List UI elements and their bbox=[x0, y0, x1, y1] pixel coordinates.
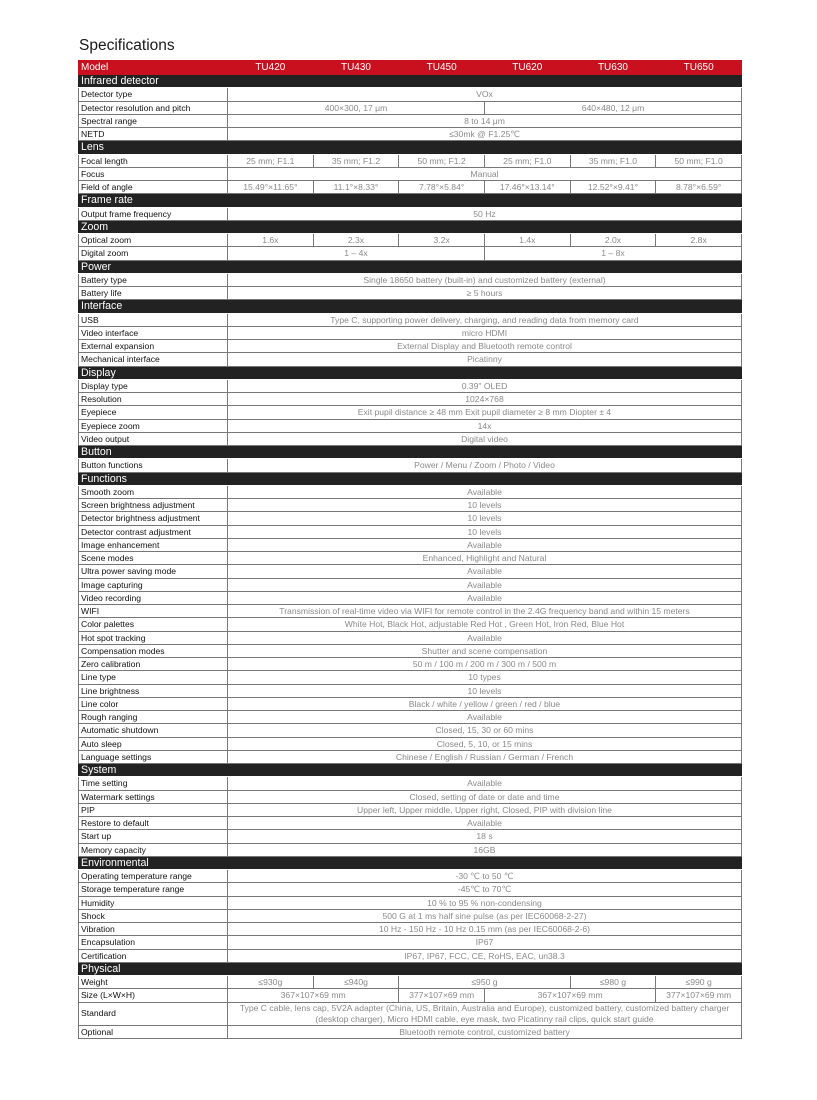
section-header-row bbox=[79, 856, 742, 869]
spec-value: Available bbox=[228, 777, 742, 790]
spec-row bbox=[79, 552, 742, 565]
spec-row bbox=[79, 644, 742, 657]
spec-label: Detector contrast adjustment bbox=[79, 525, 228, 538]
spec-label: Line color bbox=[79, 697, 228, 710]
spec-label: Screen brightness adjustment bbox=[79, 499, 228, 512]
spec-value: 2.3x bbox=[313, 234, 399, 247]
spec-row bbox=[79, 711, 742, 724]
spec-value: -45℃ to 70℃ bbox=[228, 883, 742, 896]
section-title: Environmental bbox=[79, 856, 742, 869]
spec-label: Color palettes bbox=[79, 618, 228, 631]
spec-label: Size (L×W×H) bbox=[79, 989, 228, 1002]
spec-label: Storage temperature range bbox=[79, 883, 228, 896]
model-name: TU420 bbox=[228, 61, 314, 75]
spec-value: 50 mm; F1.0 bbox=[656, 154, 742, 167]
spec-row bbox=[79, 273, 742, 286]
spec-label: Image enhancement bbox=[79, 538, 228, 551]
spec-label: Battery life bbox=[79, 287, 228, 300]
spec-value: 14x bbox=[228, 419, 742, 432]
section-header-row bbox=[79, 75, 742, 88]
spec-label: Rough ranging bbox=[79, 711, 228, 724]
spec-row bbox=[79, 843, 742, 856]
spec-value: Available bbox=[228, 578, 742, 591]
spec-value: 7.78°×5.84° bbox=[399, 181, 485, 194]
spec-row bbox=[79, 406, 742, 419]
spec-value: ≤980 g bbox=[570, 976, 656, 989]
spec-label: Weight bbox=[79, 976, 228, 989]
model-name: TU450 bbox=[399, 61, 485, 75]
spec-row bbox=[79, 207, 742, 220]
spec-label: Shock bbox=[79, 909, 228, 922]
spec-value: 10 levels bbox=[228, 525, 742, 538]
spec-row bbox=[79, 909, 742, 922]
spec-value: External Display and Bluetooth remote control bbox=[228, 340, 742, 353]
spec-value: 1 – 4x bbox=[228, 247, 485, 260]
spec-value: 3.2x bbox=[399, 234, 485, 247]
spec-row bbox=[79, 88, 742, 101]
spec-label: Optional bbox=[79, 1025, 228, 1038]
spec-row bbox=[79, 724, 742, 737]
spec-row bbox=[79, 896, 742, 909]
spec-value: 10 Hz - 150 Hz - 10 Hz 0.15 mm (as per IEC60068-2-6) bbox=[228, 923, 742, 936]
spec-label: Automatic shutdown bbox=[79, 724, 228, 737]
spec-label: Eyepiece zoom bbox=[79, 419, 228, 432]
spec-value: 11.1°×8.33° bbox=[313, 181, 399, 194]
spec-value: 377×107×69 mm bbox=[656, 989, 742, 1002]
spec-value: 50 m / 100 m / 200 m / 300 m / 500 m bbox=[228, 658, 742, 671]
spec-row bbox=[79, 525, 742, 538]
spec-row bbox=[79, 340, 742, 353]
spec-label: Line brightness bbox=[79, 684, 228, 697]
page-title: Specifications bbox=[79, 37, 175, 54]
spec-row bbox=[79, 803, 742, 816]
section-title: Button bbox=[79, 446, 742, 459]
spec-label: Video output bbox=[79, 432, 228, 445]
section-title: Power bbox=[79, 260, 742, 273]
spec-row bbox=[79, 114, 742, 127]
spec-label: Focus bbox=[79, 167, 228, 180]
spec-value: 2.8x bbox=[656, 234, 742, 247]
spec-row bbox=[79, 1025, 742, 1038]
spec-value: 400×300, 17 μm bbox=[228, 101, 485, 114]
spec-label: Standard bbox=[79, 1002, 228, 1025]
spec-value: ≤950 g bbox=[399, 976, 570, 989]
spec-row bbox=[79, 817, 742, 830]
spec-value: 0.39" OLED bbox=[228, 379, 742, 392]
spec-value: Available bbox=[228, 591, 742, 604]
section-header-row bbox=[79, 260, 742, 273]
spec-value: ≤990 g bbox=[656, 976, 742, 989]
spec-label: Start up bbox=[79, 830, 228, 843]
spec-value: Closed, 5, 10, or 15 mins bbox=[228, 737, 742, 750]
spec-row bbox=[79, 287, 742, 300]
section-header-row bbox=[79, 764, 742, 777]
spec-row bbox=[79, 631, 742, 644]
spec-label: External expansion bbox=[79, 340, 228, 353]
spec-label: Button functions bbox=[79, 459, 228, 472]
spec-value: 377×107×69 mm bbox=[399, 989, 485, 1002]
spec-label: Detector type bbox=[79, 88, 228, 101]
spec-row bbox=[79, 684, 742, 697]
spec-value: -30 ℃ to 50 ℃ bbox=[228, 870, 742, 883]
spec-row bbox=[79, 432, 742, 445]
spec-label: Focal length bbox=[79, 154, 228, 167]
spec-row bbox=[79, 419, 742, 432]
spec-label: Video recording bbox=[79, 591, 228, 604]
spec-value: 10 levels bbox=[228, 684, 742, 697]
spec-value: Available bbox=[228, 817, 742, 830]
spec-row bbox=[79, 313, 742, 326]
spec-label: Detector brightness adjustment bbox=[79, 512, 228, 525]
spec-value: 10 % to 95 % non-condensing bbox=[228, 896, 742, 909]
spec-label: Mechanical interface bbox=[79, 353, 228, 366]
spec-value: Available bbox=[228, 538, 742, 551]
spec-value: ≥ 5 hours bbox=[228, 287, 742, 300]
spec-value: 1.4x bbox=[484, 234, 570, 247]
spec-value: Picatinny bbox=[228, 353, 742, 366]
spec-label: Auto sleep bbox=[79, 737, 228, 750]
spec-value: 35 mm; F1.2 bbox=[313, 154, 399, 167]
spec-row bbox=[79, 353, 742, 366]
spec-row bbox=[79, 578, 742, 591]
spec-row bbox=[79, 790, 742, 803]
section-title: System bbox=[79, 764, 742, 777]
spec-label: Battery type bbox=[79, 273, 228, 286]
spec-value: 25 mm; F1.0 bbox=[484, 154, 570, 167]
spec-value: 16GB bbox=[228, 843, 742, 856]
spec-value: Digital video bbox=[228, 432, 742, 445]
section-title: Zoom bbox=[79, 220, 742, 233]
section-title: Infrared detector bbox=[79, 75, 742, 88]
spec-value: 1024×768 bbox=[228, 393, 742, 406]
spec-value: IP67 bbox=[228, 936, 742, 949]
model-header-row bbox=[79, 61, 742, 75]
spec-label: Zero calibration bbox=[79, 658, 228, 671]
spec-label: USB bbox=[79, 313, 228, 326]
spec-row bbox=[79, 181, 742, 194]
spec-row bbox=[79, 870, 742, 883]
spec-value: Black / white / yellow / green / red / blue bbox=[228, 697, 742, 710]
spec-row bbox=[79, 234, 742, 247]
spec-label: Certification bbox=[79, 949, 228, 962]
section-header-row bbox=[79, 446, 742, 459]
spec-value: IP67, IP67, FCC, CE, RoHS, EAC, un38.3 bbox=[228, 949, 742, 962]
spec-row bbox=[79, 671, 742, 684]
section-header-row bbox=[79, 472, 742, 485]
spec-value: Type C, supporting power delivery, charging, and reading data from memory card bbox=[228, 313, 742, 326]
spec-value: Shutter and scene compensation bbox=[228, 644, 742, 657]
spec-label: Spectral range bbox=[79, 114, 228, 127]
spec-value: 12.52°×9.41° bbox=[570, 181, 656, 194]
spec-value: micro HDMI bbox=[228, 326, 742, 339]
spec-value: 10 levels bbox=[228, 512, 742, 525]
spec-row bbox=[79, 605, 742, 618]
spec-row bbox=[79, 167, 742, 180]
spec-value: 10 levels bbox=[228, 499, 742, 512]
spec-label: Resolution bbox=[79, 393, 228, 406]
spec-label: Digital zoom bbox=[79, 247, 228, 260]
spec-value: 10 types bbox=[228, 671, 742, 684]
spec-value: 367×107×69 mm bbox=[228, 989, 399, 1002]
spec-row bbox=[79, 499, 742, 512]
spec-row bbox=[79, 247, 742, 260]
spec-row bbox=[79, 512, 742, 525]
spec-label: Restore to default bbox=[79, 817, 228, 830]
spec-row bbox=[79, 737, 742, 750]
spec-label: Operating temperature range bbox=[79, 870, 228, 883]
spec-row bbox=[79, 618, 742, 631]
section-header-row bbox=[79, 962, 742, 975]
spec-value: 17.46°×13.14° bbox=[484, 181, 570, 194]
spec-value: 8 to 14 μm bbox=[228, 114, 742, 127]
spec-row bbox=[79, 777, 742, 790]
spec-value: 1.6x bbox=[228, 234, 314, 247]
spec-row bbox=[79, 485, 742, 498]
spec-row bbox=[79, 538, 742, 551]
spec-row bbox=[79, 154, 742, 167]
model-header-label: Model bbox=[79, 61, 228, 75]
spec-row bbox=[79, 565, 742, 578]
spec-value: VOx bbox=[228, 88, 742, 101]
spec-row bbox=[79, 658, 742, 671]
spec-value: Single 18650 battery (built-in) and customized battery (external) bbox=[228, 273, 742, 286]
spec-value: Enhanced, Highlight and Natural bbox=[228, 552, 742, 565]
spec-value: White Hot, Black Hot, adjustable Red Hot , Green Hot, Iron Red, Blue Hot bbox=[228, 618, 742, 631]
spec-label: WIFI bbox=[79, 605, 228, 618]
spec-value: 35 mm; F1.0 bbox=[570, 154, 656, 167]
section-header-row bbox=[79, 194, 742, 207]
spec-value: 367×107×69 mm bbox=[484, 989, 655, 1002]
spec-value: 50 mm; F1.2 bbox=[399, 154, 485, 167]
section-title: Physical bbox=[79, 962, 742, 975]
section-header-row bbox=[79, 220, 742, 233]
specifications-table bbox=[78, 60, 742, 1039]
spec-label: Hot spot tracking bbox=[79, 631, 228, 644]
spec-label: Ultra power saving mode bbox=[79, 565, 228, 578]
spec-row bbox=[79, 936, 742, 949]
section-header-row bbox=[79, 300, 742, 313]
spec-row bbox=[79, 697, 742, 710]
spec-row bbox=[79, 830, 742, 843]
spec-value: 1 – 8x bbox=[484, 247, 741, 260]
spec-value: Type C cable, lens cap, 5V2A adapter (China, US, Britain, Australia and Europe), customized battery, customized battery charger (desktop charger), Micro HDMI cable, eye mask, two Picatinny rail clips, quick start guide bbox=[228, 1002, 742, 1025]
spec-value: Manual bbox=[228, 167, 742, 180]
spec-label: Encapsulation bbox=[79, 936, 228, 949]
spec-row bbox=[79, 883, 742, 896]
model-name: TU630 bbox=[570, 61, 656, 75]
spec-row bbox=[79, 459, 742, 472]
spec-label: Eyepiece bbox=[79, 406, 228, 419]
spec-value: 25 mm; F1.1 bbox=[228, 154, 314, 167]
spec-row bbox=[79, 591, 742, 604]
spec-label: Watermark settings bbox=[79, 790, 228, 803]
spec-label: Line type bbox=[79, 671, 228, 684]
spec-value: Closed, setting of date or date and time bbox=[228, 790, 742, 803]
spec-label: Detector resolution and pitch bbox=[79, 101, 228, 114]
spec-row bbox=[79, 379, 742, 392]
spec-value: 50 Hz bbox=[228, 207, 742, 220]
spec-row bbox=[79, 393, 742, 406]
spec-value: Chinese / English / Russian / German / French bbox=[228, 750, 742, 763]
spec-value: Power / Menu / Zoom / Photo / Video bbox=[228, 459, 742, 472]
spec-label: Language settings bbox=[79, 750, 228, 763]
spec-value: Upper left, Upper middle, Upper right, Closed, PIP with division line bbox=[228, 803, 742, 816]
spec-row bbox=[79, 989, 742, 1002]
section-title: Frame rate bbox=[79, 194, 742, 207]
spec-row bbox=[79, 750, 742, 763]
spec-label: Humidity bbox=[79, 896, 228, 909]
spec-label: NETD bbox=[79, 128, 228, 141]
spec-label: Field of angle bbox=[79, 181, 228, 194]
spec-value: ≤30mk @ F1.25℃ bbox=[228, 128, 742, 141]
model-name: TU650 bbox=[656, 61, 742, 75]
section-title: Display bbox=[79, 366, 742, 379]
spec-label: Vibration bbox=[79, 923, 228, 936]
spec-label: Optical zoom bbox=[79, 234, 228, 247]
spec-label: PIP bbox=[79, 803, 228, 816]
spec-value: ≤930g bbox=[228, 976, 314, 989]
section-title: Lens bbox=[79, 141, 742, 154]
spec-value: 500 G at 1 ms half sine pulse (as per IEC60068-2-27) bbox=[228, 909, 742, 922]
section-header-row bbox=[79, 141, 742, 154]
spec-value: Available bbox=[228, 631, 742, 644]
spec-value: Available bbox=[228, 711, 742, 724]
spec-body bbox=[79, 75, 742, 1039]
section-title: Functions bbox=[79, 472, 742, 485]
spec-row bbox=[79, 1002, 742, 1025]
spec-value: 18 s bbox=[228, 830, 742, 843]
spec-row bbox=[79, 976, 742, 989]
spec-row bbox=[79, 326, 742, 339]
spec-label: Smooth zoom bbox=[79, 485, 228, 498]
spec-value: ≤940g bbox=[313, 976, 399, 989]
spec-value: Bluetooth remote control, customized battery bbox=[228, 1025, 742, 1038]
spec-value: 8.78°×6.59° bbox=[656, 181, 742, 194]
spec-row bbox=[79, 923, 742, 936]
spec-value: Exit pupil distance ≥ 48 mm Exit pupil diameter ≥ 8 mm Diopter ± 4 bbox=[228, 406, 742, 419]
spec-label: Image capturing bbox=[79, 578, 228, 591]
spec-value: Closed, 15, 30 or 60 mins bbox=[228, 724, 742, 737]
spec-value: Available bbox=[228, 485, 742, 498]
section-header-row bbox=[79, 366, 742, 379]
spec-label: Time setting bbox=[79, 777, 228, 790]
spec-label: Output frame frequency bbox=[79, 207, 228, 220]
spec-label: Video interface bbox=[79, 326, 228, 339]
spec-label: Display type bbox=[79, 379, 228, 392]
spec-value: Available bbox=[228, 565, 742, 578]
section-title: Interface bbox=[79, 300, 742, 313]
spec-value: 15.49°×11.65° bbox=[228, 181, 314, 194]
model-name: TU430 bbox=[313, 61, 399, 75]
model-name: TU620 bbox=[484, 61, 570, 75]
spec-row bbox=[79, 949, 742, 962]
spec-value: 2.0x bbox=[570, 234, 656, 247]
spec-row bbox=[79, 128, 742, 141]
spec-value: 640×480, 12 μm bbox=[484, 101, 741, 114]
spec-row bbox=[79, 101, 742, 114]
spec-label: Memory capacity bbox=[79, 843, 228, 856]
spec-label: Scene modes bbox=[79, 552, 228, 565]
spec-value: Transmission of real-time video via WIFI for remote control in the 2.4G frequency band and within 15 meters bbox=[228, 605, 742, 618]
spec-label: Compensation modes bbox=[79, 644, 228, 657]
